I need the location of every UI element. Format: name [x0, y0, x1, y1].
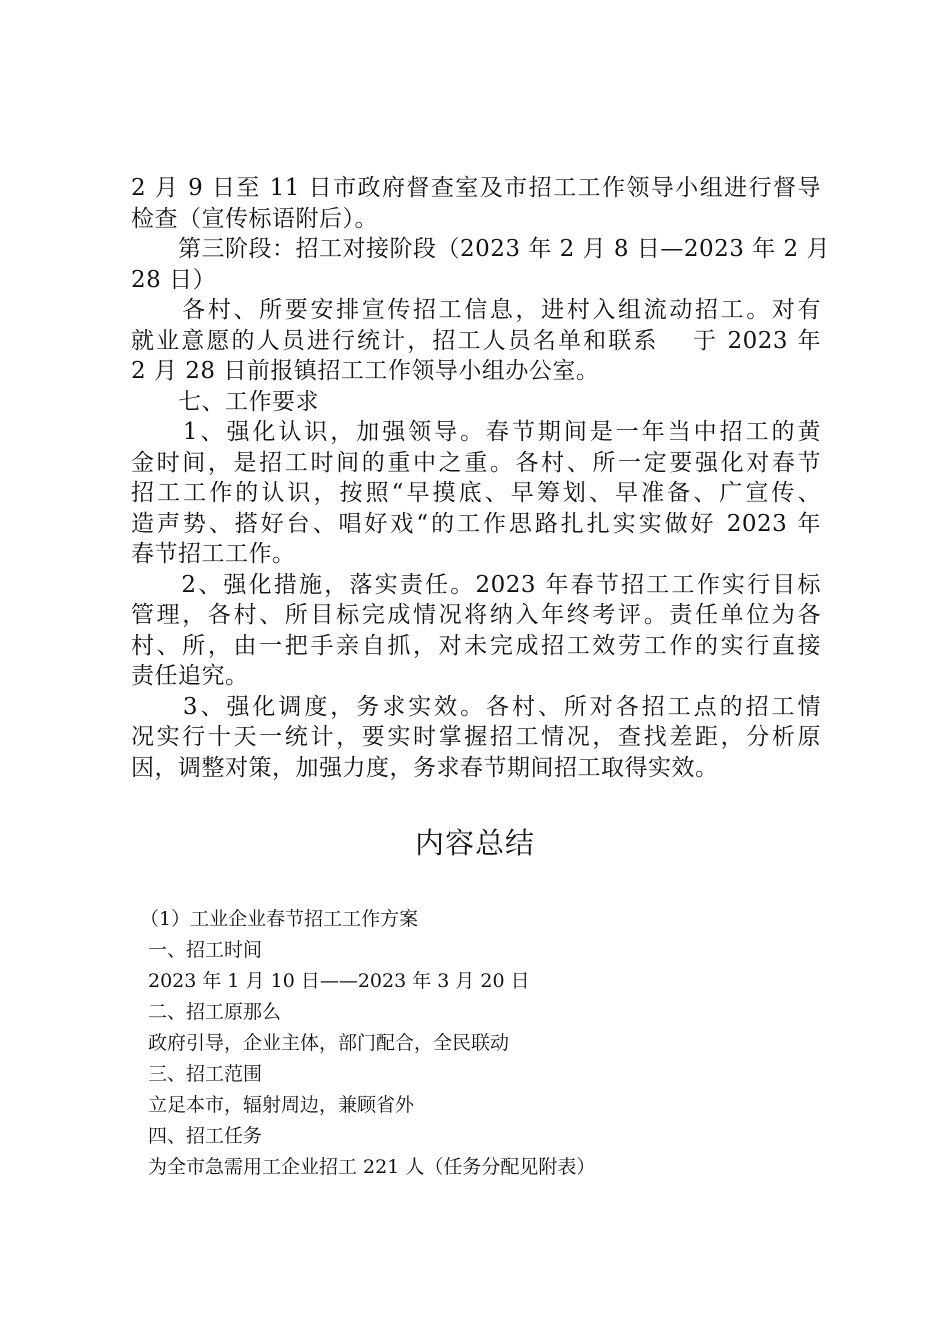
- body-line: 28 日）: [131, 266, 217, 293]
- summary-line: 2023 年 1 月 10 日——2023 年 3 月 20 日: [148, 970, 530, 992]
- body-line: 责任追究。: [131, 663, 249, 689]
- body-line: 招工工作的认识，按照“早摸底、早筹划、早准备、广宣传、: [131, 480, 821, 506]
- body-line: 村、所，由一把手亲自抓，对未完成招工效劳工作的实行直接: [131, 632, 821, 659]
- summary-line: （1）工业企业春节招工工作方案: [140, 908, 419, 930]
- body-line: 3、强化调度，务求实效。各村、所对各招工点的招工情: [131, 693, 821, 720]
- summary-title: 内容总结: [414, 826, 535, 860]
- body-line: 2、强化措施，落实责任。2023 年春节招工工作实行目标: [131, 571, 821, 598]
- body-line: 第三阶段：招工对接阶段（2023 年 2 月 8 日—2023 年 2 月: [131, 236, 830, 262]
- body-line: 况实行十天一统计，要实时掌握招工情况，查找差距，分析原: [131, 724, 821, 750]
- summary-line: 为全市急需用工企业招工 221 人（任务分配见附表）: [148, 1156, 596, 1178]
- summary-line: 政府引导，企业主体，部门配合，全民联动: [148, 1032, 510, 1054]
- body-line: 各村、所要安排宣传招工信息，进村入组流动招工。对有: [131, 297, 821, 323]
- body-line: 2 月 9 日至 11 日市政府督查室及市招工工作领导小组进行督导: [131, 175, 821, 201]
- summary-line: 一、招工时间: [148, 939, 263, 961]
- body-line: 1、强化认识，加强领导。春节期间是一年当中招工的黄: [131, 419, 821, 445]
- body-line: 检查（宣传标语附后）。: [131, 205, 378, 232]
- body-line: 管理，各村、所目标完成情况将纳入年终考评。责任单位为各: [131, 602, 821, 628]
- document-body: [131, 173, 830, 783]
- body-line: 因，调整对策，加强力度，务求春节期间招工取得实效。: [131, 754, 719, 781]
- summary-line: 二、招工原那么: [148, 1001, 282, 1023]
- body-line: 造声势、搭好台、唱好戏“的工作思路扎扎实实做好 2023 年: [131, 510, 821, 537]
- summary-section: [140, 904, 840, 1183]
- body-line: 金时间，是招工时间的重中之重。各村、所一定要强化对春节: [131, 449, 821, 476]
- body-line: 就业意愿的人员进行统计，招工人员名单和联系 于 2023 年: [131, 327, 821, 354]
- body-line: 2 月 28 日前报镇招工工作领导小组办公室。: [131, 358, 600, 384]
- summary-line: 立足本市，辐射周边，兼顾省外: [148, 1094, 415, 1116]
- section-heading: 七、工作要求: [131, 388, 319, 415]
- summary-line: 四、招工任务: [148, 1125, 263, 1147]
- body-line: 春节招工工作。: [131, 541, 296, 567]
- summary-line: 三、招工范围: [148, 1063, 263, 1085]
